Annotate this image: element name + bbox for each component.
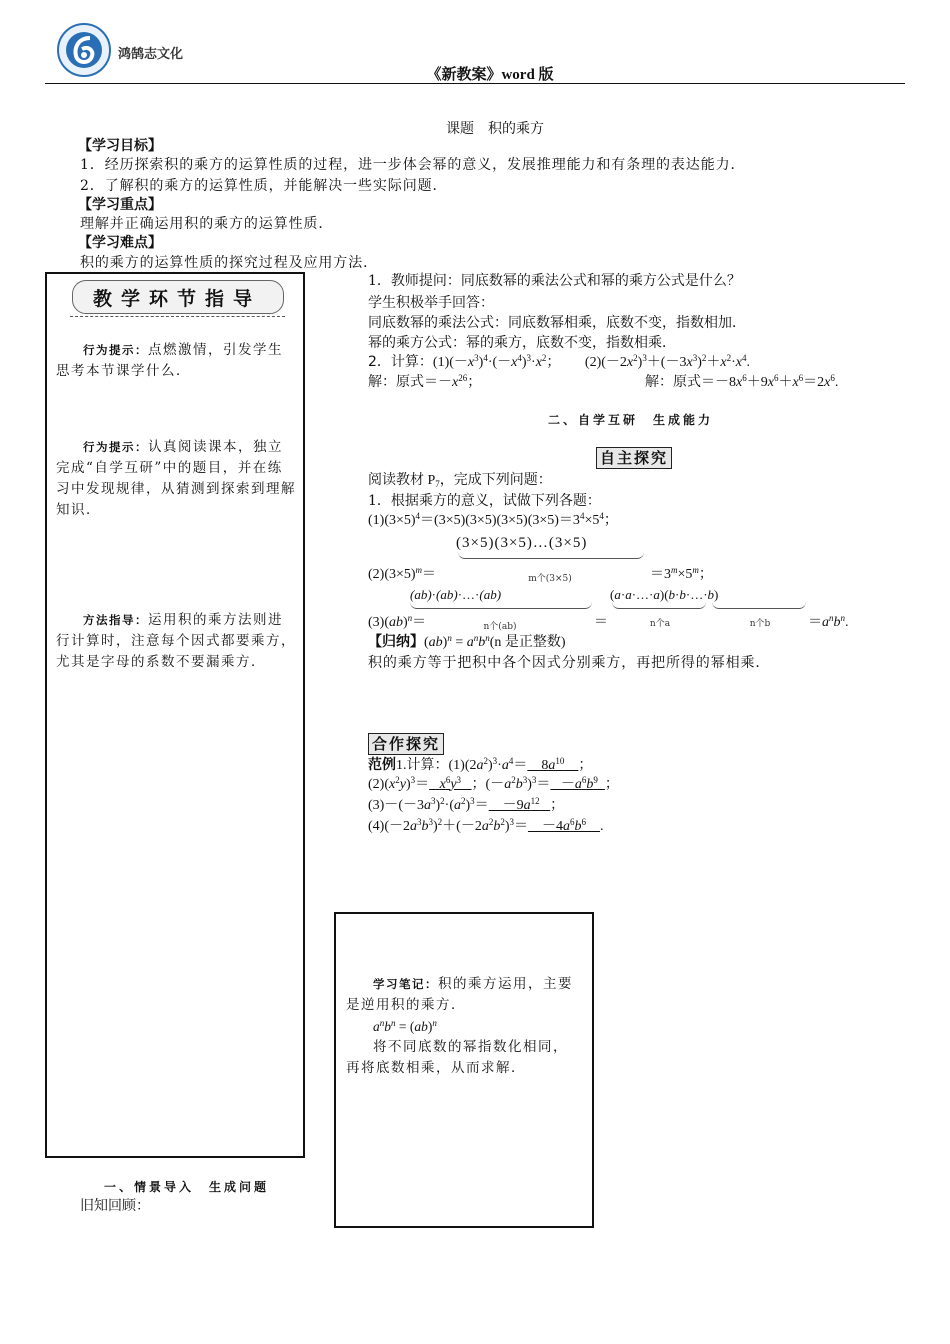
summary: 【归纳】$(ab)^n = a^nb^n(n$ 是正整数) bbox=[368, 633, 566, 650]
review-solution-2-label: 解：原式＝ bbox=[645, 374, 715, 390]
summary-note: (n 是正整数) bbox=[489, 635, 566, 650]
example-line-3: $(3)-(-3a^3)^2\cdot(a^2)^3=$ $-9a^{12}$ ； bbox=[368, 796, 565, 813]
guide-tip-3 bbox=[56, 610, 296, 673]
key-point-text: 理解并正确运用积的乘方的运算性质． bbox=[80, 216, 334, 232]
section-2-q1: 1．根据乘方的意义，试做下列各题： bbox=[368, 493, 601, 509]
review-formula-1: 同底数幂的乘法公式：同底数幂相乘，底数不变，指数相加． bbox=[368, 315, 746, 331]
section-2-intro-text: 阅读教材 P bbox=[368, 473, 436, 488]
review-q2: 2．计算：$(1)(-x^3)^4\cdot(-x^4)^3\cdot x^2$； $(2)(-2x^2)^3+(-3x^3)^2+x^2\cdot x^4$. bbox=[368, 353, 750, 370]
section-1-review: 旧知回顾： bbox=[80, 1198, 150, 1214]
goals-heading: 【学习目标】 bbox=[78, 138, 162, 154]
exercise-3-brace-ab bbox=[410, 602, 592, 609]
exercise-3-brace-b bbox=[712, 602, 806, 609]
brand-name: 鸿鹄志文化 bbox=[118, 47, 184, 62]
exercise-3: (3)(ab)$^n$＝ bbox=[368, 613, 427, 630]
exercise-2-expansion: (3×5)(3×5)…(3×5) bbox=[456, 535, 588, 551]
exercise-3-result: $=a^nb^n$. bbox=[808, 613, 849, 630]
review-q2-label: 2．计算： bbox=[368, 354, 433, 370]
exercise-2: $(2)(3\times 5)^m=$ bbox=[368, 565, 437, 582]
difficulty-heading: 【学习难点】 bbox=[78, 235, 162, 251]
notes-paragraph-1 bbox=[346, 974, 582, 1016]
brand-logo bbox=[56, 22, 112, 78]
notes-text-2: 将不同底数的幂指数化相同，再将底数相乘，从而求解． bbox=[346, 1039, 568, 1076]
review-formula-2: 幂的乘方公式：幂的乘方，底数不变，指数相乘． bbox=[368, 335, 676, 351]
guide-tip-2 bbox=[56, 437, 296, 521]
goal-item-1: 1．经历探索积的乘方的运算性质的过程，进一步体会幂的意义，发展推理能力和有条理的表达能力． bbox=[80, 157, 746, 173]
review-q1: 1．教师提问：同底数幂的乘法公式和幂的乘方公式是什么？ bbox=[368, 273, 741, 289]
notes-label: 学习笔记： bbox=[373, 977, 438, 991]
exercise-1: $(1)(3\times 5)^4=(3\times 5)(3\times 5)(3\times 5)(3\times 5)=3^4\times 5^4$； bbox=[368, 511, 618, 528]
exercise-3-brace-ab-label: n个(ab) bbox=[483, 622, 517, 632]
document-title: 《新教案》word 版 bbox=[426, 67, 554, 83]
guide-tip-2-text: 认真阅读课本，独立完成“自学互研”中的题目，并在练习中发现规律，从猜测到探索到理解知识． bbox=[56, 439, 296, 518]
example-intro: 1.计算： bbox=[396, 758, 449, 773]
guide-tip-3-label: 方法指导： bbox=[83, 613, 148, 627]
exercise-3-ab-product: (ab)·(ab)·…·(ab) bbox=[410, 587, 502, 602]
exercise-3-brace-a bbox=[612, 602, 706, 609]
section-2-heading: 二、自学互研 生成能力 bbox=[548, 413, 714, 427]
goal-item-2: 2．了解积的乘方的运算性质，并能解决一些实际问题． bbox=[80, 178, 448, 194]
notes-content bbox=[346, 974, 582, 1079]
section-1-heading: 一、情景导入 生成问题 bbox=[104, 1180, 270, 1194]
guide-tip-3-text: 运用积的乘方法则进行计算时，注意每个因式都要乘方，尤其是字母的系数不要漏乘方． bbox=[56, 612, 296, 670]
page-title: 课题 积的乘方 bbox=[446, 121, 544, 137]
guide-panel bbox=[45, 272, 305, 1158]
logo-icon bbox=[56, 22, 112, 78]
section-2-intro-tail: ，完成下列问题： bbox=[439, 473, 552, 488]
guide-tip-1 bbox=[56, 340, 296, 382]
review-solution-1: 解：原式$=-x^{26}$； bbox=[368, 373, 482, 390]
guide-tip-2-label: 行为提示： bbox=[83, 440, 148, 454]
header-rule bbox=[45, 83, 905, 84]
guide-divider bbox=[70, 316, 285, 317]
exercise-3-eq: ＝ bbox=[594, 615, 608, 630]
guide-tip-1-label: 行为提示： bbox=[83, 343, 148, 357]
notes-formula: $a^nb^n = (ab)^n$ bbox=[373, 1018, 437, 1034]
guide-banner-text: 教学环节指导 bbox=[92, 288, 261, 310]
exercise-3-a-product: (a·a·…·a)(b·b·…·b) bbox=[610, 587, 719, 602]
exercise-2-brace-label: m个(3×5) bbox=[528, 574, 572, 584]
difficulty-text: 积的乘方的运算性质的探究过程及应用方法． bbox=[80, 255, 378, 271]
review-solution-1-label: 解：原式＝ bbox=[368, 374, 438, 390]
notes-text-1: 积的乘方运用，主要是逆用积的乘方． bbox=[346, 976, 573, 1013]
example-line-1: 范例1.计算：$(1)(2a^2)^3\cdot a^4=$ $8a^{10}$ ； bbox=[368, 756, 593, 773]
key-point-heading: 【学习重点】 bbox=[78, 197, 162, 213]
review-q1-answer: 学生积极举手回答： bbox=[368, 295, 494, 311]
self-study-tag: 自主探究 bbox=[596, 447, 672, 469]
exercise-3-brace-a-label: n个a bbox=[649, 619, 671, 629]
summary-text: 积的乘方等于把积中各个因式分别乘方，再把所得的幂相乘． bbox=[368, 655, 771, 671]
summary-label: 【归纳】 bbox=[368, 635, 424, 650]
coop-tag: 合作探究 bbox=[368, 733, 444, 755]
guide-tip-1-text: 点燃激情，引发学生思考本节课学什么． bbox=[56, 342, 283, 379]
exercise-3-brace-b-label: n个b bbox=[749, 619, 771, 629]
example-line-2: $(2)(x^2y)^3=$ $x^6y^3$ ；$(-a^2b^3)^3= -a^6b^9$ ； bbox=[368, 775, 619, 792]
section-2-intro: 阅读教材 $P_7$，完成下列问题： bbox=[368, 473, 552, 489]
example-line-4: $(4)(-2a^3b^3)^2+(-2a^2b^2)^3=$ $-4a^6b^6$ . bbox=[368, 817, 604, 834]
review-solution-2: 解：原式$=-8x^6+9x^6+x^6=2x^6$. bbox=[645, 373, 839, 390]
exercise-2-brace bbox=[458, 552, 644, 559]
exercise-2-result: $=3^m\times 5^m$； bbox=[650, 565, 713, 582]
example-label: 范例 bbox=[368, 757, 396, 773]
